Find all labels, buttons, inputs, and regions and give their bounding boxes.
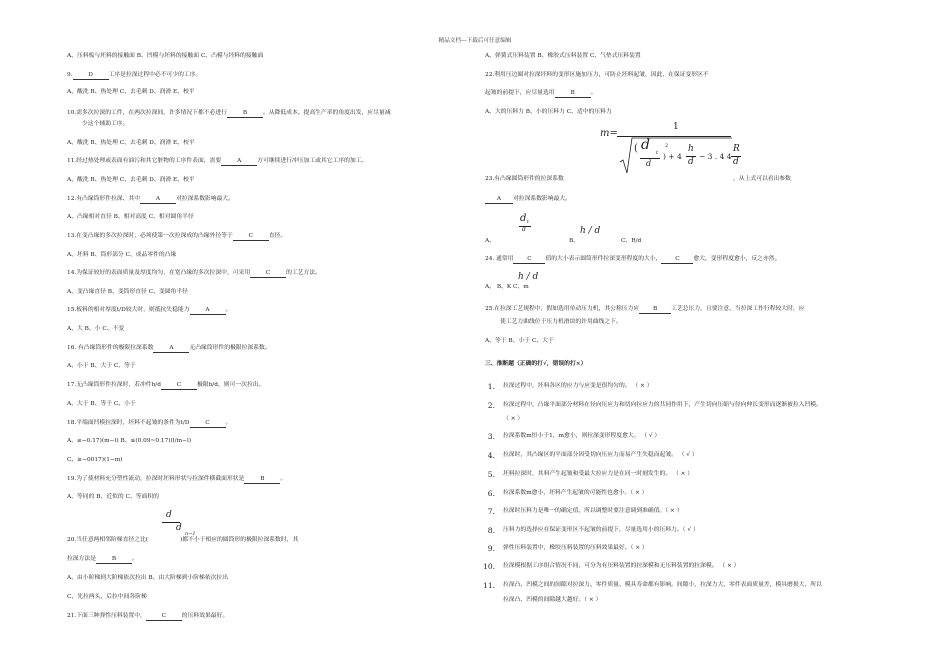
question-23: 23.有凸缘圆筒形件的拉深系数	[485, 176, 564, 182]
answer-21: C	[146, 613, 182, 621]
answer-19: B	[244, 476, 280, 484]
q13-options: A、坯料 B、筒形部分 C、成品零件的凸缘	[67, 252, 177, 258]
question-9: 9. D 工序是拉深过程中必不可少的工序。	[67, 72, 202, 78]
tf-question: 弹性压料装置中，橡胶压料装置的压料效果最好。（ × ）	[503, 545, 648, 551]
answer-10: B	[227, 110, 263, 118]
tf-question: 拉深过程中，凸缘平面部分材料在径向压应力和切向拉应力的共同作用下，产生切向压缩与径向伸长变形而逐渐被拉入凹模。	[503, 402, 822, 408]
tf-number: 7.	[487, 507, 495, 516]
q22-options: A、大的压料力 B、小的压料力 C、适中的压料力	[485, 109, 612, 115]
question-22: 22.利用压边圈对拉深坯料的变形区施加压力，可防止坯料起皱，因此，在保证变形区不	[485, 72, 709, 78]
q23-option-c: C、R/d	[621, 238, 642, 244]
question-10-line2: 少这个辅助工序。	[82, 121, 129, 127]
answer-24b: C	[661, 256, 693, 264]
tf-number: 6.	[487, 489, 495, 498]
formula-open-paren: (	[634, 143, 638, 154]
q9-options: A、酸洗 B、热处理 C、去毛刺 D、润滑 E、校平	[67, 89, 195, 95]
q25-options: A、等于 B、小于 C、大于	[485, 338, 554, 344]
question-19: 19.为了使材料充分塑性流动，拉深时坯料形状与拉深件横截面形状是 B 。	[67, 476, 287, 482]
answer-9: D	[73, 72, 109, 80]
q20-frac-subscript: n−1	[185, 531, 196, 537]
formula-dt-subscript: t	[656, 150, 659, 156]
question-18: 18.平端面凹模拉深时，坯料不起皱的条件为t/D C 。	[67, 420, 232, 426]
tf-number: 8.	[487, 526, 495, 535]
tf-question: 压料力的选择应在保证变形区不起皱的前提下，尽量选用小的压料力。（ √ ）	[503, 527, 699, 533]
answer-12: A	[140, 196, 176, 204]
tf-question: 拉深凸、凹模的间隙越大越好。（ × ）	[503, 597, 602, 603]
q20-frac-numerator: d	[166, 510, 172, 520]
answer-25: B	[639, 306, 671, 314]
answer-16: A	[153, 345, 189, 353]
formula-dt: d	[641, 137, 650, 153]
question-25-line2: 使工艺力曲线位于压力机滑块的许用曲线之下。	[500, 319, 622, 325]
q14-options: A、变凸缘直径 B、变筒形直径 C、变圆角半径	[67, 289, 188, 295]
tf-question: 拉深时，其凸缘区的平面部分因受切向压应力而易产生失稳而起皱。 （ √ ）	[503, 452, 698, 458]
formula-Rd-denominator: d	[733, 157, 739, 167]
formula-h: h	[688, 144, 694, 154]
tf-number: 9.	[487, 544, 495, 553]
q23-option-a: A、	[485, 238, 495, 244]
answer-17: C	[161, 382, 197, 390]
question-21: 21.下面三种弹性压料装置中， C 的压料效果最好。	[67, 613, 229, 619]
q8-options: A、压料板与坯料的接触面 B、凹模与坯料的接触面 C、凸模与坯料的接触面	[67, 53, 264, 59]
tf-question: 拉深系数m愈小，坯料产生起皱的可能性也愈小。（ × ）	[503, 490, 648, 496]
question-11: 11.经过热处理或表面有油污和其它脏物的工序件表面，需要 A 方可继续进行冲压加工或其它工序的加工。	[67, 158, 368, 164]
formula-numerator-one: 1	[673, 122, 679, 132]
tf-number: 3.	[487, 432, 495, 441]
section-3-heading: 三、推断题（正确的打√，错误的打×）	[485, 361, 587, 367]
question-22-line2: 起皱的前提下，应尽量选用 B 。	[485, 90, 597, 96]
formula-dt-denominator: d	[646, 159, 652, 168]
q24-optA-formula: h / d	[518, 272, 539, 282]
question-24: 24. 通常用 C 值的大小表示圆筒形件拉深变形程度的大小， C 愈大，变形程度愈小，反之亦然。	[485, 256, 781, 262]
tf-question: （ × ）	[503, 416, 524, 422]
formula-minus-344: − 3 . 4 4	[699, 152, 732, 161]
question-23-line2: A 对拉深系数影响最大。	[485, 196, 571, 204]
answer-23: A	[485, 196, 513, 204]
tf-number: 5.	[487, 470, 495, 479]
q23-optA-subscript: t	[527, 220, 529, 225]
q15-options: A、大 B、小 C、不变	[67, 326, 125, 332]
q10-options: A、酸洗 B、热处理 C、去毛刺 D、润滑 E、校平	[67, 140, 195, 146]
tf-number: 4.	[487, 451, 495, 460]
question-16: 16. 有凸缘筒形件的极限拉深系数 A 无凸缘筒形件的极限拉深系数。	[67, 345, 271, 351]
q11-options: A、酸洗 B、热处理 C、去毛刺 D、润滑 E、校平	[67, 177, 195, 183]
q24-options: A、 B、K C、m	[485, 284, 529, 290]
answer-24a: C	[513, 256, 545, 264]
tf-question: 拉深系数m恒小于1，m愈小，则拉深变形程度愈大。 （ √ ）	[503, 433, 661, 439]
q23-option-b: B、	[569, 238, 580, 244]
question-20-line2: 拉深方法是 B 。	[67, 556, 138, 562]
q12-options: A、凸缘相对直径 B、相对高度 C、相对圆角半径	[67, 214, 194, 220]
q23-optA-denominator: d	[522, 226, 526, 233]
q20-options-ab: A、由小阶梯到大阶梯依次拉出 B、由大阶梯到小阶梯依次拉出	[67, 575, 229, 581]
question-23-tail: ，从上式可以看出参数	[733, 176, 791, 182]
answer-18: C	[190, 420, 226, 428]
q20-option-c: C、先拉两头，后拉中间各阶梯	[67, 594, 147, 600]
answer-13: C	[233, 233, 269, 241]
tf-number: 11.	[483, 581, 496, 590]
answer-11: A	[221, 158, 257, 166]
q18-options-ab: A、≥−0.17)(m−l) B、≤(0.09~0.17)(l/m−l)	[67, 438, 192, 444]
question-25: 25.在拉深工艺规程中，假如选用单动压力机，其公称压力应 B 工艺总压力，且要注意，当拉深工作行程较大时，应	[485, 306, 805, 312]
answer-14: C	[250, 270, 286, 278]
answer-20: B	[96, 556, 132, 564]
q16-options: A、小于 B、大于 C、等于	[67, 363, 136, 369]
question-14: 14.为保证较好的表面质量及厚度均匀，在宽凸缘的多次拉深中，可采用 C 的工艺方法。	[67, 270, 321, 276]
question-17: 17.无凸缘筒形件拉深时，若冲件h/d C 极限h/d，则可一次拉出。	[67, 382, 265, 388]
formula-m: m=	[600, 128, 618, 139]
formula-R: R	[733, 144, 740, 154]
formula-hd-denominator: d	[688, 157, 694, 167]
tf-question: 拉深过程中，坯料各区的应力与应变是很均匀的。 （ × ）	[503, 383, 653, 389]
q17-options: A、大于 B、等于 C、小于	[67, 401, 136, 407]
tf-number: 1.	[487, 382, 495, 391]
question-20: 20.当任意两相邻阶梯直径之比( )都不小于相应的圆筒形的极限拉深系数时，其	[67, 537, 299, 543]
tf-question: 拉深时压料力是唯一的确定值，所以调整时要注意调到准确值。（ × ）	[503, 508, 683, 514]
tf-question: 坯料拉深时，其料产生起皱和受最大拉应力是在同一时刻发生的。 （ × ）	[503, 471, 694, 477]
question-13: 13.在变凸缘的多次拉深时，必须使第一次拉深成的凸缘外径等于 C 直径。	[67, 233, 287, 239]
q20-frac-denominator: d	[176, 523, 182, 533]
q19-options: A、等同的 B、近似的 C、等面积的	[67, 494, 159, 500]
question-12: 12.有凸缘筒形件拉深、其中 A 对拉深系数影响最大。	[67, 196, 234, 202]
tf-number: 10.	[483, 562, 496, 571]
tf-number: 2.	[487, 401, 495, 410]
answer-15: A	[190, 307, 226, 315]
q18-option-c: C、≥−0017)(1−m)	[67, 457, 123, 463]
answer-22: B	[555, 90, 591, 98]
question-10: 10.需多次拉深的工件，在两次拉深间，许多情况下都不必进行 B 。从降低成本、提高生产率的角度出发，应尽量减	[67, 110, 391, 116]
formula-plus-four: ) + 4	[663, 152, 682, 161]
formula-square: 2	[665, 143, 669, 149]
tf-question: 拉深凸、凹模之间的间隙对拉深力、零件质量、模具寿命都有影响。间隙小，拉深力大，零件表面质量差，模具磨损大，所以	[503, 582, 822, 588]
q23-optA-numerator: d	[520, 213, 527, 224]
page-header: 精品文档---下载后可任意编辑	[438, 38, 512, 44]
question-15: 15.板料的相对厚度t/D较大时，则抵抗失稳能力 A 。	[67, 307, 232, 313]
q21-options: A、弹簧式压料装置 B、橡胶式压料装置 C、气垫式压料装置	[485, 53, 641, 59]
tf-question: 拉深模根据工序组合情况不同，可分为有压料装置的拉深模和无压料装置的拉深模。 （ × ）	[503, 563, 740, 569]
q23-optB-formula: h / d	[580, 226, 601, 236]
